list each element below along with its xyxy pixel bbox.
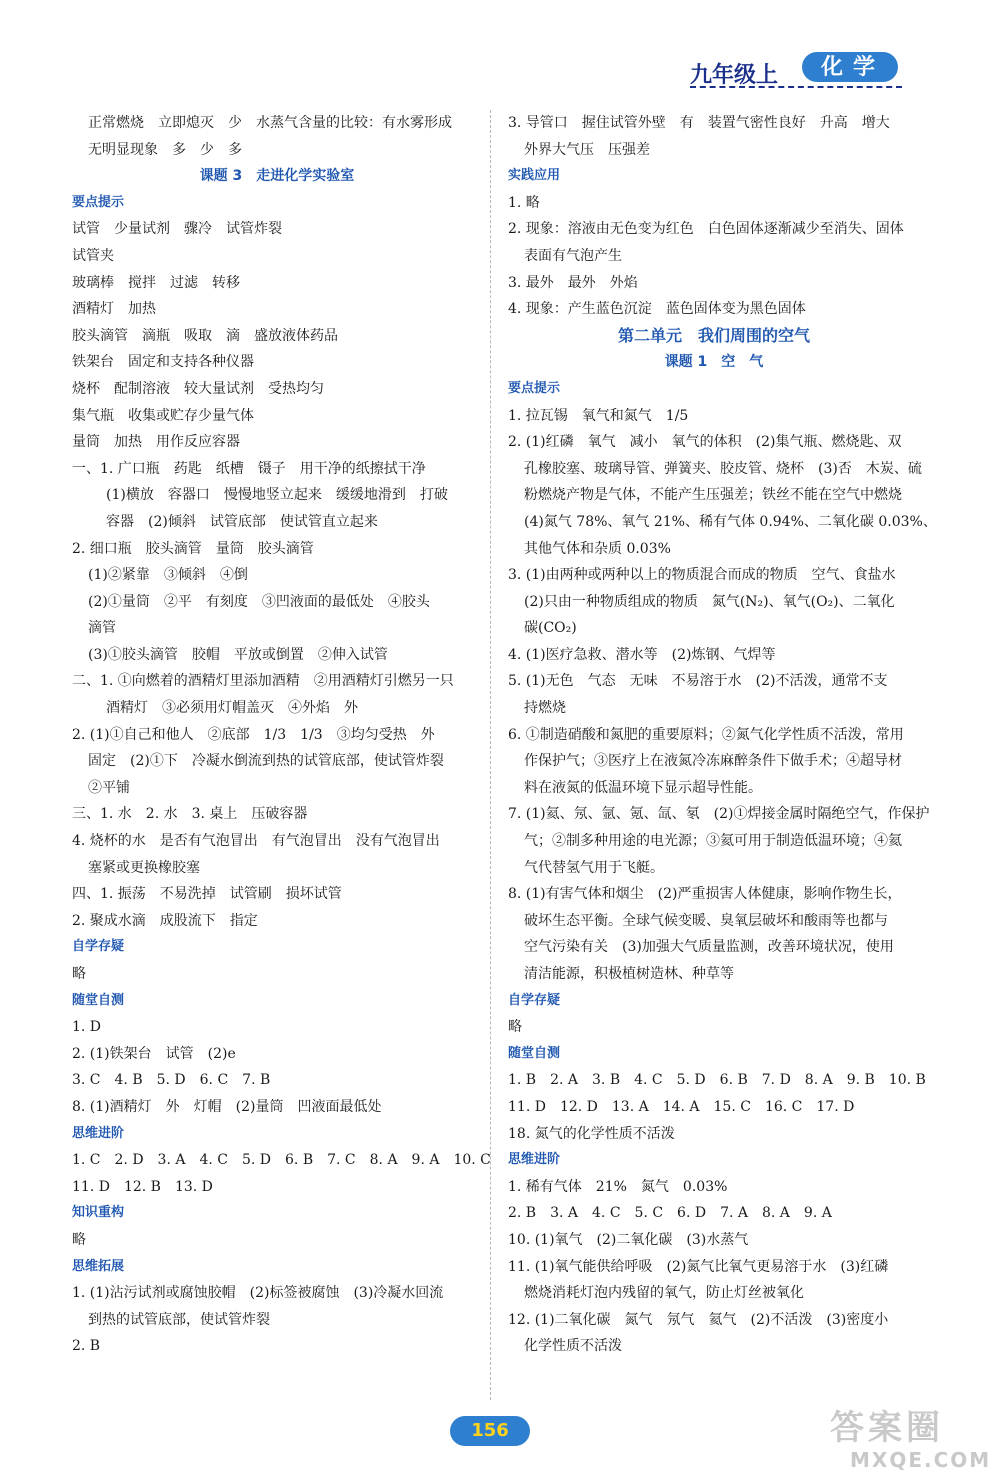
- section-heading: 要点提示: [508, 380, 561, 396]
- answer-line: 10. (1)氧气 (2)二氧化碳 (3)水蒸气: [508, 1231, 749, 1248]
- answer-line: 气代替氢气用于飞艇。: [524, 859, 664, 876]
- answer-line: 8. (1)有害气体和烟尘 (2)严重损害人体健康，影响作物生长，: [508, 886, 902, 903]
- answer-line: 烧杯 配制溶液 较大量试剂 受热均匀: [72, 380, 324, 397]
- section-heading: 实践应用: [508, 168, 561, 184]
- column-divider: [490, 110, 491, 1400]
- answer-line: 清洁能源，积极植树造林、种草等: [524, 966, 734, 982]
- answer-line: 其他气体和杂质 0.03%: [524, 540, 671, 557]
- answer-line: 破坏生态平衡。全球气候变暖、臭氧层破坏和酸雨等也都与: [524, 912, 888, 929]
- answer-line: 酒精灯 ③必须用灯帽盖灭 ④外焰 外: [106, 700, 358, 717]
- answer-line: 1. 稀有气体 21% 氮气 0.03%: [508, 1178, 728, 1195]
- answer-line: 容器 (2)倾斜 试管底部 使试管直立起来: [106, 513, 378, 530]
- right-column: [508, 110, 937, 1360]
- answer-line: 碳(CO₂): [524, 620, 577, 637]
- answer-line: 粉燃烧产物是气体，不能产生压强差；铁丝不能在空气中燃烧: [524, 487, 902, 504]
- section-heading: 要点提示: [72, 194, 125, 210]
- answer-line: (3)①胶头滴管 胶帽 平放或倒置 ②伸入试管: [88, 646, 388, 663]
- header-rule: [690, 86, 902, 88]
- answer-line: 4. 烧杯的水 是否有气泡冒出 有气泡冒出 没有气泡冒出: [72, 833, 440, 850]
- answer-line: 正常燃烧 立即熄灭 少 水蒸气含量的比较：有水雾形成: [88, 115, 452, 131]
- answer-line: 1. B 2. A 3. B 4. C 5. D 6. B 7. D 8. A 9. B 10. B: [508, 1072, 926, 1089]
- section-heading: 思维拓展: [72, 1258, 125, 1274]
- watermark-logo: [820, 1400, 990, 1480]
- answer-line: 略: [72, 966, 86, 982]
- answer-line: 2. 现象：溶液由无色变为红色 白色固体逐渐减少至消失、固体: [508, 221, 904, 238]
- section-heading: 随堂自测: [72, 992, 125, 1008]
- subject-badge: 化学: [802, 52, 898, 82]
- answer-line: 1. 拉瓦锡 氧气和氮气 1/5: [508, 407, 689, 424]
- answer-line: 孔橡胶塞、玻璃导管、弹簧夹、胶皮管、烧杯 (3)否 木炭、硫: [524, 460, 922, 477]
- answer-line: 3. 导管口 握住试管外壁 有 装置气密性良好 升高 增大: [508, 115, 890, 131]
- answer-line: 无明显现象 多 少 多: [88, 141, 242, 158]
- unit-title: 第二单元 我们周围的空气: [617, 325, 810, 345]
- answer-line: 3. (1)由两种或两种以上的物质混合而成的物质 空气、食盐水: [508, 567, 896, 584]
- answer-line: 2. B 3. A 4. C 5. C 6. D 7. A 8. A 9. A: [508, 1205, 832, 1222]
- answer-line: 略: [508, 1019, 522, 1036]
- answer-line: 1. D: [72, 1019, 102, 1036]
- answer-line: 燃烧消耗灯泡内残留的氧气，防止灯丝被氧化: [524, 1285, 804, 1302]
- answer-line: 略: [72, 1231, 86, 1248]
- answer-line: 1. C 2. D 3. A 4. C 5. D 6. B 7. C 8. A 9. A 10. C: [72, 1152, 491, 1169]
- answer-line: 外界大气压 压强差: [524, 141, 650, 158]
- answer-line: 三、1. 水 2. 水 3. 桌上 压破容器: [72, 806, 308, 823]
- answer-line: 铁架台 固定和支持各种仪器: [72, 354, 254, 371]
- answer-line: 固定 (2)①下 冷凝水倒流到热的试管底部，使试管炸裂: [88, 753, 444, 770]
- answer-line: 持燃烧: [524, 700, 566, 717]
- answer-line: 3. 最外 最外 外焰: [508, 274, 638, 291]
- answer-line: 2. (1)铁架台 试管 (2)e: [72, 1045, 236, 1062]
- page-header: [690, 50, 910, 94]
- section-heading: 知识重构: [72, 1205, 125, 1221]
- answer-line: 1. 略: [508, 194, 540, 211]
- answer-line: 3. C 4. B 5. D 6. C 7. B: [72, 1072, 271, 1089]
- answer-line: 1. (1)沾污试剂或腐蚀胶帽 (2)标签被腐蚀 (3)冷凝水回流: [72, 1285, 444, 1302]
- answer-line: 18. 氮气的化学性质不活泼: [508, 1125, 675, 1142]
- answer-line: 试管夹: [72, 247, 114, 264]
- answer-line: 5. (1)无色 气态 无味 不易溶于水 (2)不活泼，通常不支: [508, 673, 888, 690]
- answer-line: 滴管: [88, 620, 116, 637]
- answer-line: 作保护气；③医疗上在液氮冷冻麻醉条件下做手术；④超导材: [524, 753, 902, 770]
- answer-line: 8. (1)酒精灯 外 灯帽 (2)量筒 凹液面最低处: [72, 1098, 382, 1115]
- answer-line: 集气瓶 收集或贮存少量气体: [72, 407, 254, 424]
- answer-line: 12. (1)二氧化碳 氮气 氖气 氦气 (2)不活泼 (3)密度小: [508, 1311, 889, 1328]
- answer-line: 7. (1)氦、氖、氩、氪、氙、氡 (2)①焊接金属时隔绝空气，作保护: [508, 806, 930, 823]
- lesson-title: 课题 3 走进化学实验室: [199, 168, 355, 185]
- grade-label: 九年级上: [690, 62, 779, 88]
- answer-line: (1)②紧靠 ③倾斜 ④倒: [88, 567, 248, 584]
- watermark-main: 答案圈: [830, 1408, 944, 1448]
- answer-line: 塞紧或更换橡胶塞: [88, 859, 200, 876]
- answer-line: (1)横放 容器口 慢慢地竖立起来 缓缓地滑到 打破: [106, 487, 448, 504]
- answer-line: 量筒 加热 用作反应容器: [72, 434, 240, 451]
- answer-line: 气；②制多种用途的电光源；③氦可用于制造低温环境；④氦: [524, 833, 902, 850]
- answer-line: 2. (1)①自己和他人 ②底部 1/3 1/3 ③均匀受热 外: [72, 726, 435, 743]
- answer-line: 胶头滴管 滴瓶 吸取 滴 盛放液体药品: [72, 327, 338, 344]
- lesson-title: 课题 1 空 气: [664, 354, 764, 371]
- watermark-sub: MXQE.COM: [850, 1448, 992, 1472]
- left-column: [72, 110, 491, 1360]
- answer-line: (4)氮气 78%、氧气 21%、稀有气体 0.94%、二氧化碳 0.03%、: [524, 513, 937, 530]
- answer-line: 一、1. 广口瓶 药匙 纸槽 镊子 用干净的纸擦拭干净: [72, 460, 426, 477]
- answer-line: 6. ①制造硝酸和氮肥的重要原料；②氮气化学性质不活泼，常用: [508, 726, 904, 743]
- answer-line: 11. D 12. D 13. A 14. A 15. C 16. C 17. D: [508, 1098, 855, 1115]
- page-number: 156: [450, 1416, 530, 1446]
- answer-line: 试管 少量试剂 骤冷 试管炸裂: [72, 221, 282, 238]
- answer-line: 11. (1)氧气能供给呼吸 (2)氮气比氧气更易溶于水 (3)红磷: [508, 1258, 889, 1275]
- answer-line: ②平铺: [88, 779, 130, 796]
- answer-line: 4. (1)医疗急救、潜水等 (2)炼钢、气焊等: [508, 646, 776, 663]
- answer-line: 表面有气泡产生: [524, 247, 622, 264]
- answer-line: 到热的试管底部，使试管炸裂: [88, 1311, 270, 1328]
- answer-line: 料在液氮的低温环境下显示超导性能。: [524, 779, 762, 796]
- answer-line: 酒精灯 加热: [72, 301, 156, 318]
- answer-line: 2. 细口瓶 胶头滴管 量筒 胶头滴管: [72, 540, 314, 557]
- answer-line: 2. 聚成水滴 成股流下 指定: [72, 912, 258, 929]
- section-heading: 随堂自测: [508, 1045, 561, 1061]
- answer-line: 4. 现象：产生蓝色沉淀 蓝色固体变为黑色固体: [508, 301, 806, 318]
- answer-line: (2)只由一种物质组成的物质 氮气(N₂)、氧气(O₂)、二氧化: [524, 593, 895, 610]
- answer-line: 空气污染有关 (3)加强大气质量监测，改善环境状况，使用: [524, 939, 894, 956]
- section-heading: 自学存疑: [72, 939, 125, 955]
- answer-line: 四、1. 振荡 不易洗掉 试管刷 损坏试管: [72, 886, 342, 903]
- answer-line: 化学性质不活泼: [524, 1338, 622, 1355]
- section-heading: 自学存疑: [508, 992, 561, 1008]
- answer-line: 2. B: [72, 1338, 101, 1355]
- answer-line: (2)①量筒 ②平 有刻度 ③凹液面的最低处 ④胶头: [88, 593, 430, 610]
- answer-line: 11. D 12. B 13. D: [72, 1178, 213, 1195]
- answer-line: 二、1. ①向燃着的酒精灯里添加酒精 ②用酒精灯引燃另一只: [72, 673, 454, 690]
- answer-line: 2. (1)红磷 氧气 减小 氧气的体积 (2)集气瓶、燃烧匙、双: [508, 434, 902, 451]
- section-heading: 思维进阶: [508, 1152, 561, 1168]
- section-heading: 思维进阶: [72, 1125, 125, 1141]
- answer-line: 玻璃棒 搅拌 过滤 转移: [72, 274, 240, 291]
